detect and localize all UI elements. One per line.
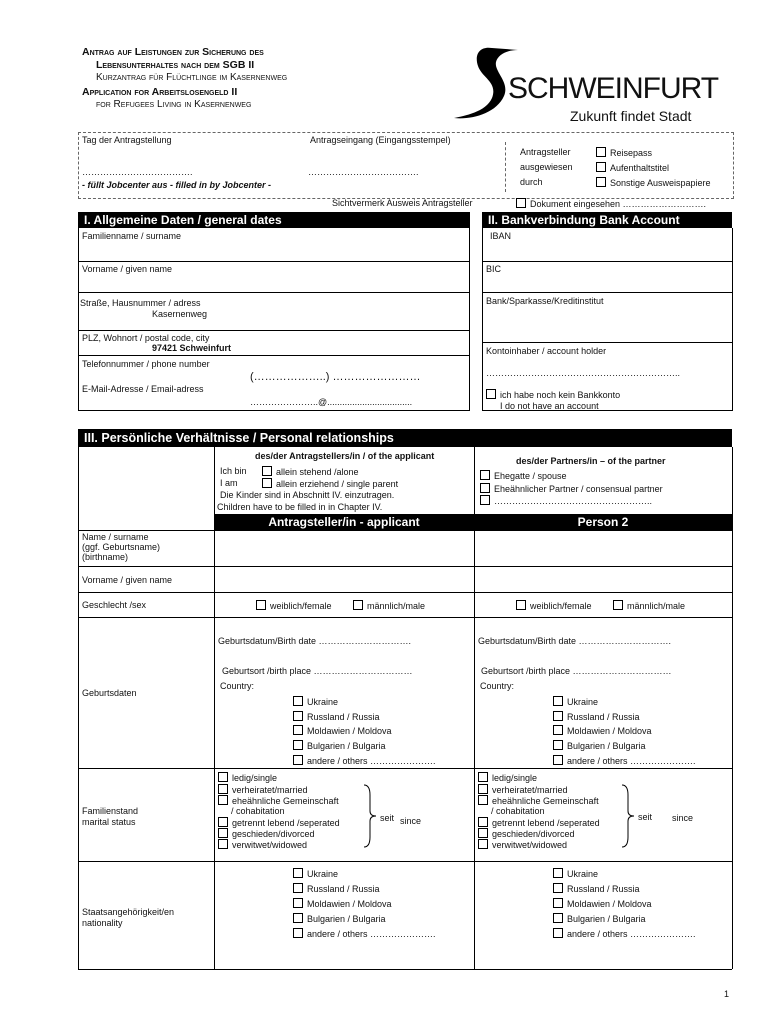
checkbox-icon[interactable] [293, 883, 303, 893]
form-title-line-1: Antrag auf Leistungen zur Sicherung des [82, 46, 264, 58]
person2-column-header: Person 2 [474, 514, 732, 530]
option-label: Russland / Russia [307, 884, 380, 894]
applicant-nat-moldova[interactable] [293, 898, 392, 909]
option-label: Eheähnlicher Partner / consensual partner [494, 484, 663, 494]
checkbox-icon[interactable] [293, 913, 303, 923]
section-2-header: II. Bankverbindung Bank Account [482, 212, 732, 228]
checkbox-icon[interactable] [553, 696, 563, 706]
option-label: Aufenthaltstitel [610, 163, 670, 173]
postal-value: 97421 Schweinfurt [152, 343, 232, 353]
option-label: Bulgarien / Bulgaria [567, 741, 646, 751]
marital-label-de: Familienstand [82, 806, 139, 816]
option-label: Moldawien / Moldova [567, 726, 652, 736]
person2-seit: seit [638, 812, 653, 822]
option-label: Ukraine [307, 869, 339, 879]
nationality-label-de: Staatsangehörigkeit/en [82, 907, 175, 917]
partner-head: des/der Partners/in – of the partner [516, 456, 666, 466]
applicant-country-bulgaria[interactable] [293, 740, 386, 751]
phone-label: Telefonnummer / phone number [82, 359, 210, 369]
brace-icon [620, 783, 636, 849]
other-id-checkbox[interactable] [596, 177, 711, 188]
checkbox-icon[interactable] [218, 828, 228, 838]
checkbox-icon[interactable] [293, 725, 303, 735]
date-dots[interactable]: ………………………………. [82, 167, 193, 177]
applicant-birthdate[interactable]: Geburtsdatum/Birth date …………………………. [218, 636, 412, 646]
checkbox-icon[interactable] [218, 839, 228, 849]
nationality-label-en: nationality [82, 918, 123, 928]
checkbox-icon[interactable] [480, 495, 490, 505]
page-number: 1 [724, 989, 730, 999]
ich-bin-label: Ich bin [220, 466, 247, 476]
option-label: Reisepass [610, 148, 653, 158]
checkbox-icon[interactable] [553, 740, 563, 750]
option-label: Ehegatte / spouse [494, 471, 567, 481]
account-holder-label: Kontoinhaber / account holder [486, 346, 607, 356]
checkbox-icon[interactable] [613, 600, 623, 610]
applicant-widowed-checkbox[interactable] [218, 839, 307, 850]
applicant-divorced-checkbox[interactable] [218, 828, 315, 839]
i-am-label: I am [220, 478, 238, 488]
visa-label: Sichtvermerk Ausweis Antragsteller [332, 198, 473, 208]
applicant-country-moldova[interactable] [293, 725, 392, 736]
applicant-seit: seit [380, 813, 395, 823]
person2-country-moldova[interactable] [553, 725, 652, 736]
checkbox-icon[interactable] [516, 198, 526, 208]
option-label: Dokument eingesehen ………………………. [530, 199, 707, 209]
person2-female-checkbox[interactable] [516, 600, 592, 611]
given-name-row-label: Vorname / given name [82, 575, 173, 585]
person2-single-checkbox[interactable] [478, 772, 537, 783]
option-label: Ukraine [567, 869, 599, 879]
person2-country-russia[interactable] [553, 711, 640, 722]
receipt-stamp-label: Antragseingang (Eingangsstempel) [310, 135, 451, 145]
surname-birthname-label: Name / surname (ggf. Geburtsname) (birthname) [82, 532, 161, 562]
checkbox-icon[interactable] [478, 784, 488, 794]
applicant-nat-russia[interactable] [293, 883, 380, 894]
cohabitation-suffix: / cohabitation [491, 806, 545, 816]
option-label: Bulgarien / Bulgaria [307, 741, 386, 751]
checkbox-icon[interactable] [553, 883, 563, 893]
person2-birthplace[interactable]: Geburtsort /birth place …………………………… [481, 666, 672, 676]
checkbox-icon[interactable] [262, 466, 272, 476]
applicant-male-checkbox[interactable] [353, 600, 425, 611]
consensual-partner-checkbox[interactable] [480, 483, 663, 494]
single-parent-checkbox[interactable] [262, 478, 398, 489]
person2-nat-ukraine[interactable] [553, 868, 598, 879]
option-label: andere / others …………………. [307, 756, 436, 766]
checkbox-icon[interactable] [293, 711, 303, 721]
person2-nat-other[interactable] [553, 928, 696, 939]
option-label: ledig/single [492, 773, 538, 783]
option-label: …………………………………………….. [494, 496, 653, 506]
person2-cohabitation-checkbox[interactable] [478, 795, 599, 806]
account-holder-input[interactable]: ……………………………………………………….. [486, 368, 681, 378]
person2-nat-bulgaria[interactable] [553, 913, 646, 924]
person2-married-checkbox[interactable] [478, 784, 568, 795]
given-name-label: Vorname / given name [82, 264, 173, 274]
option-label: verwitwet/widowed [492, 840, 568, 850]
sex-label: Geschlecht /sex [82, 600, 147, 610]
iban-label: IBAN [490, 231, 512, 241]
checkbox-icon[interactable] [596, 162, 606, 172]
street-label: Straße, Hausnummer / adress [80, 298, 201, 308]
checkbox-icon[interactable] [553, 725, 563, 735]
checkbox-icon[interactable] [553, 868, 563, 878]
checkbox-icon[interactable] [478, 817, 488, 827]
checkbox-icon[interactable] [480, 483, 490, 493]
option-label: ledig/single [232, 773, 278, 783]
option-label: Moldawien / Moldova [567, 899, 652, 909]
option-label: Russland / Russia [307, 712, 380, 722]
checkbox-icon[interactable] [480, 470, 490, 480]
street-value: Kasernenweg [152, 309, 208, 319]
checkbox-icon[interactable] [262, 478, 272, 488]
spouse-checkbox[interactable] [480, 470, 567, 481]
checkbox-icon[interactable] [293, 868, 303, 878]
bank-label: Bank/Sparkasse/Kreditinstitut [486, 296, 604, 306]
person2-male-checkbox[interactable] [613, 600, 685, 611]
applicant-head: des/der Antragstellers/in / of the applicant [255, 451, 435, 461]
applicant-separated-checkbox[interactable] [218, 817, 340, 828]
option-label: verheiratet/married [492, 785, 568, 795]
alone-checkbox[interactable] [262, 466, 359, 477]
applicant-married-checkbox[interactable] [218, 784, 308, 795]
person2-nat-moldova[interactable] [553, 898, 652, 909]
section-3-header: III. Persönliche Verhältnisse / Personal relationships [78, 429, 732, 447]
applicant-cohabitation-checkbox[interactable] [218, 795, 339, 806]
children-de-note: Die Kinder sind in Abschnitt IV. einzutragen. [220, 490, 395, 500]
applicant-country-russia[interactable] [293, 711, 380, 722]
checkbox-icon[interactable] [553, 755, 563, 765]
checkbox-icon[interactable] [478, 828, 488, 838]
option-label: getrennt lebend /seperated [232, 818, 340, 828]
phone-input[interactable]: (………………..) …………………… [250, 371, 421, 383]
applicant-column-header: Antragsteller/in - applicant [214, 514, 474, 530]
applicant-female-checkbox[interactable] [256, 600, 332, 611]
option-label: getrennt lebend /seperated [492, 818, 600, 828]
document-seen-checkbox[interactable] [516, 198, 706, 209]
marital-label-en: marital status [82, 817, 136, 827]
applicant-country-other[interactable] [293, 755, 436, 766]
option-label: andere / others …………………. [567, 756, 696, 766]
applicant-country-label: Country: [220, 681, 255, 691]
applicant-single-checkbox[interactable] [218, 772, 277, 783]
checkbox-icon[interactable] [218, 784, 228, 794]
other-partner-checkbox[interactable] [480, 495, 652, 506]
bic-label: BIC [486, 264, 502, 274]
option-label: geschieden/divorced [492, 829, 575, 839]
form-title-line-2: Lebensunterhaltes nach dem SGB II [96, 59, 255, 71]
checkbox-icon[interactable] [218, 772, 228, 782]
birth-data-label: Geburtsdaten [82, 688, 137, 698]
checkbox-icon[interactable] [256, 600, 266, 610]
checkbox-icon[interactable] [553, 898, 563, 908]
applicant-nat-ukraine[interactable] [293, 868, 338, 879]
option-label: eheähnliche Gemeinschaft [232, 796, 339, 806]
passport-checkbox[interactable] [596, 147, 652, 158]
person2-country-bulgaria[interactable] [553, 740, 646, 751]
option-label: weiblich/female [530, 601, 592, 611]
checkbox-icon[interactable] [293, 755, 303, 765]
checkbox-icon[interactable] [218, 795, 228, 805]
id-label-2: ausgewiesen [520, 162, 573, 172]
option-label: allein stehend /alone [276, 467, 359, 477]
option-label: männlich/male [627, 601, 686, 611]
option-label: Ukraine [307, 697, 339, 707]
option-label: andere / others …………………. [307, 929, 436, 939]
checkbox-icon[interactable] [293, 898, 303, 908]
option-label: verheiratet/married [232, 785, 308, 795]
email-label: E-Mail-Adresse / Email-adress [82, 384, 204, 394]
option-label: männlich/male [367, 601, 426, 611]
checkbox-icon[interactable] [293, 740, 303, 750]
id-label-1: Antragsteller [520, 147, 571, 157]
option-label: geschieden/divorced [232, 829, 315, 839]
person2-separated-checkbox[interactable] [478, 817, 600, 828]
checkbox-icon[interactable] [478, 795, 488, 805]
option-label: Moldawien / Moldova [307, 726, 392, 736]
checkbox-icon[interactable] [293, 928, 303, 938]
checkbox-icon[interactable] [478, 772, 488, 782]
checkbox-icon[interactable] [596, 177, 606, 187]
option-label: allein erziehend / single parent [276, 479, 399, 489]
person2-birthdate[interactable]: Geburtsdatum/Birth date …………………………. [478, 636, 672, 646]
option-label: Sonstige Ausweispapiere [610, 178, 711, 188]
form-title-line-5: for Refugees Living in Kasernenweg [96, 99, 252, 110]
checkbox-icon[interactable] [553, 928, 563, 938]
checkbox-icon[interactable] [293, 696, 303, 706]
checkbox-icon[interactable] [486, 389, 496, 399]
residence-permit-checkbox[interactable] [596, 162, 669, 173]
no-account-checkbox[interactable] [486, 389, 620, 400]
checkbox-icon[interactable] [353, 600, 363, 610]
person2-country-label: Country: [480, 681, 515, 691]
jobcenter-note: - füllt Jobcenter aus - filled in by Jobcenter - [82, 180, 272, 190]
applicant-country-ukraine[interactable] [293, 696, 338, 707]
option-label: Ukraine [567, 697, 599, 707]
form-title-line-4: Application for Arbeitslosengeld II [82, 86, 238, 98]
cohabitation-suffix: / cohabitation [231, 806, 285, 816]
option-label: Russland / Russia [567, 884, 640, 894]
checkbox-icon[interactable] [218, 817, 228, 827]
applicant-since: since [400, 816, 422, 826]
person2-nat-russia[interactable] [553, 883, 640, 894]
person2-since: since [672, 813, 694, 823]
option-label: Moldawien / Moldova [307, 899, 392, 909]
brace-icon [362, 783, 378, 849]
email-input[interactable]: …………………..@.................................. [250, 397, 413, 407]
application-date-label: Tag der Antragstellung [82, 135, 172, 145]
option-label: Bulgarien / Bulgaria [307, 914, 386, 924]
option-label: verwitwet/widowed [232, 840, 308, 850]
person2-divorced-checkbox[interactable] [478, 828, 575, 839]
option-label: Bulgarien / Bulgaria [567, 914, 646, 924]
checkbox-icon[interactable] [596, 147, 606, 157]
logo-tagline: Zukunft findet Stadt [570, 108, 692, 124]
surname-label: Familienname / surname [82, 231, 182, 241]
option-label: weiblich/female [270, 601, 332, 611]
form-title-line-3: Kurzantrag für Flüchtlinge im Kasernenweg [96, 72, 288, 83]
receipt-dots[interactable]: ………………………………. [308, 167, 419, 177]
postal-label: PLZ, Wohnort / postal code, city [82, 333, 210, 343]
checkbox-icon[interactable] [516, 600, 526, 610]
applicant-birthplace[interactable]: Geburtsort /birth place …………………………… [222, 666, 413, 676]
option-label: Russland / Russia [567, 712, 640, 722]
section-1-header: I. Allgemeine Daten / general dates [78, 212, 470, 228]
option-label: andere / others …………………. [567, 929, 696, 939]
checkbox-icon[interactable] [553, 913, 563, 923]
id-label-3: durch [520, 177, 543, 187]
option-label: ich habe noch kein Bankkonto [500, 390, 621, 400]
logo-name: SCHWEINFURT [508, 72, 719, 105]
checkbox-icon[interactable] [478, 839, 488, 849]
person2-country-ukraine[interactable] [553, 696, 598, 707]
option-label: eheähnliche Gemeinschaft [492, 796, 599, 806]
children-en-note: Children have to be filled in in Chapter IV. [217, 502, 383, 512]
applicant-nat-other[interactable] [293, 928, 436, 939]
person2-widowed-checkbox[interactable] [478, 839, 567, 850]
checkbox-icon[interactable] [553, 711, 563, 721]
no-account-en: I do not have an account [500, 401, 599, 411]
person2-country-other[interactable] [553, 755, 696, 766]
applicant-nat-bulgaria[interactable] [293, 913, 386, 924]
